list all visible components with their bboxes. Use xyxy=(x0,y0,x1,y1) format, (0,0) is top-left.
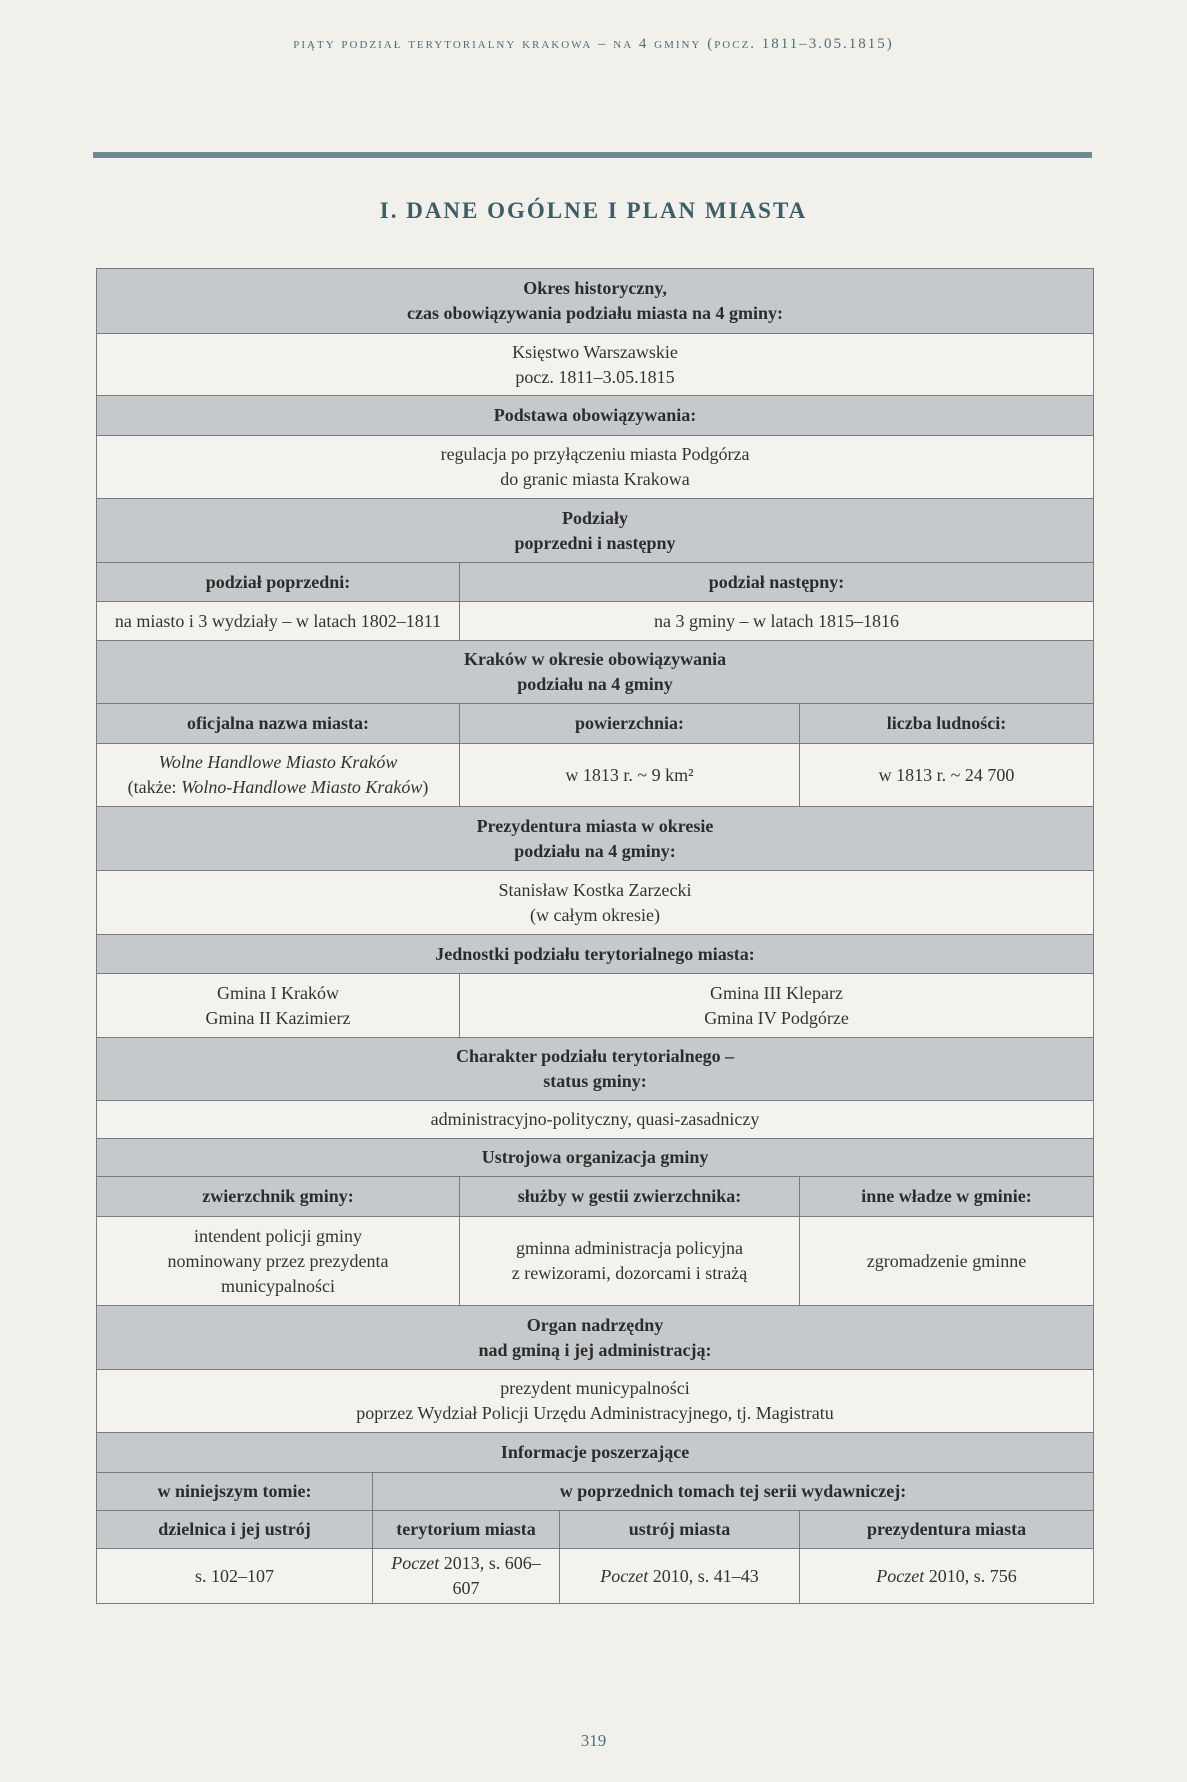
dzielnica-header: dzielnica i jej ustrój xyxy=(97,1511,373,1549)
prezydentura-ref: 2010, s. 756 xyxy=(924,1565,1017,1586)
charakter-header xyxy=(97,1038,1094,1101)
powierzchnia-value: w 1813 r. ~ 9 km² xyxy=(460,744,800,807)
poczet-label: Poczet xyxy=(876,1565,925,1586)
organ-value-line2: poprzez Wydział Policji Urzędu Administracyjnego, tj. Magistratu xyxy=(356,1403,834,1423)
sluzby-value xyxy=(460,1217,800,1306)
prezydentura-value xyxy=(97,871,1094,935)
liczba-ludnosci-value: w 1813 r. ~ 24 700 xyxy=(800,744,1094,807)
charakter-header-line1: Charakter podziału terytorialnego – xyxy=(455,1046,735,1066)
ustrojowa-header: Ustrojowa organizacja gminy xyxy=(97,1139,1094,1177)
nazwa-miasta-line2 xyxy=(105,775,451,800)
krakow-header-line2: podziału na 4 gminy xyxy=(517,674,673,694)
ustroj-header: ustrój miasta xyxy=(560,1511,800,1549)
podstawa-value xyxy=(97,436,1094,499)
gmina-iv: Gmina IV Podgórze xyxy=(704,1007,849,1028)
organ-header-line1: Organ nadrzędny xyxy=(526,1314,664,1335)
organ-header xyxy=(97,1306,1094,1370)
terytorium-header: terytorium miasta xyxy=(373,1511,560,1549)
inne-wladze-header: inne władze w gminie: xyxy=(800,1177,1094,1217)
krakow-header xyxy=(97,641,1094,704)
liczba-ludnosci-header: liczba ludności: xyxy=(800,704,1094,744)
data-table xyxy=(96,268,1094,1604)
terytorium-ref: 2013, s. 606–607 xyxy=(439,1553,541,1598)
inne-wladze-value: zgromadzenie gminne xyxy=(800,1217,1094,1306)
prezydentura-miasta-header: prezydentura miasta xyxy=(800,1511,1094,1549)
poczet-label: Poczet xyxy=(600,1565,649,1586)
header-rule xyxy=(93,152,1092,158)
charakter-value: administracyjno-polityczny, quasi-zasadniczy xyxy=(97,1101,1094,1139)
sluzby-header: służby w gestii zwierzchnika: xyxy=(460,1177,800,1217)
prezydentura-header xyxy=(97,807,1094,871)
sluzby-line2: z rewizorami, dozorcami i strażą xyxy=(511,1263,748,1283)
poczet-label: Poczet xyxy=(391,1553,440,1573)
prezydentura-value-line1: Stanisław Kostka Zarzecki xyxy=(498,879,692,900)
organ-value-line1: prezydent municypalności xyxy=(500,1378,690,1398)
zwierzchnik-value xyxy=(97,1217,460,1306)
zwierzchnik-line2: nominowany przez prezydenta xyxy=(167,1250,389,1271)
podzial-nastepny-value: na 3 gminy – w latach 1815–1816 xyxy=(460,602,1094,641)
page-number: 319 xyxy=(580,1731,607,1750)
powierzchnia-header: powierzchnia: xyxy=(460,704,800,744)
podstawa-value-line2: do granic miasta Krakowa xyxy=(500,469,690,489)
okres-header-line1: Okres historyczny, xyxy=(523,278,667,298)
okres-value xyxy=(97,334,1094,396)
podzialy-header xyxy=(97,499,1094,563)
dzielnica-value: s. 102–107 xyxy=(97,1549,373,1604)
prezydentura-header-line2: podziału na 4 gminy: xyxy=(514,840,676,861)
prezydentura-miasta-value xyxy=(800,1549,1094,1604)
ustroj-ref: 2010, s. 41–43 xyxy=(648,1565,759,1586)
niniejszy-tom-header: w niniejszym tomie: xyxy=(97,1473,373,1511)
gmina-i: Gmina I Kraków xyxy=(217,982,339,1003)
nazwa-miasta-line1: Wolne Handlowe Miasto Kraków xyxy=(158,752,398,772)
organ-header-line2: nad gminą i jej administracją: xyxy=(478,1339,712,1360)
krakow-header-line1: Kraków w okresie obowiązywania xyxy=(463,649,727,669)
section-title: I. DANE OGÓLNE I PLAN MIASTA xyxy=(379,198,808,223)
terytorium-value xyxy=(373,1549,560,1604)
ustroj-value xyxy=(560,1549,800,1604)
organ-value xyxy=(97,1370,1094,1433)
okres-header xyxy=(97,269,1094,334)
zwierzchnik-header: zwierzchnik gminy: xyxy=(97,1177,460,1217)
nazwa-prefix: (także: xyxy=(127,777,182,797)
gmina-ii: Gmina II Kazimierz xyxy=(205,1007,351,1028)
sluzby-line1: gminna administracja policyjna xyxy=(516,1238,743,1258)
podzialy-header-line1: Podziały xyxy=(562,507,629,528)
informacje-header: Informacje poszerzające xyxy=(97,1433,1094,1473)
charakter-header-line2: status gminy: xyxy=(543,1071,647,1091)
okres-value-line2: pocz. 1811–3.05.1815 xyxy=(515,366,675,387)
podzial-poprzedni-header: podział poprzedni: xyxy=(97,563,460,602)
prezydentura-value-line2: (w całym okresie) xyxy=(530,904,660,925)
podzial-nastepny-header: podział następny: xyxy=(460,563,1094,602)
podstawa-value-line1: regulacja po przyłączeniu miasta Podgórza xyxy=(440,444,750,464)
nazwa-miasta-value xyxy=(97,744,460,807)
jednostki-right xyxy=(460,974,1094,1038)
nazwa-alt: Wolno-Handlowe Miasto Kraków xyxy=(181,777,423,797)
okres-header-line2: czas obowiązywania podziału miasta na 4 gminy: xyxy=(407,303,784,323)
prezydentura-header-line1: Prezydentura miasta w okresie xyxy=(476,815,714,836)
nazwa-miasta-header: oficjalna nazwa miasta: xyxy=(97,704,460,744)
podzialy-header-line2: poprzedni i następny xyxy=(514,532,676,553)
jednostki-header: Jednostki podziału terytorialnego miasta: xyxy=(97,935,1094,974)
zwierzchnik-line1: intendent policji gminy xyxy=(194,1225,362,1246)
running-head: piąty podział terytorialny krakowa – na 4 gminy (pocz. 1811–3.05.1815) xyxy=(293,36,894,52)
okres-value-line1: Księstwo Warszawskie xyxy=(512,341,678,362)
nazwa-suffix: ) xyxy=(422,777,429,797)
zwierzchnik-line3: municypalności xyxy=(221,1275,335,1296)
gmina-iii: Gmina III Kleparz xyxy=(710,982,843,1003)
poprzednie-tomy-header: w poprzednich tomach tej serii wydawniczej: xyxy=(373,1473,1094,1511)
podzial-poprzedni-value: na miasto i 3 wydziały – w latach 1802–1811 xyxy=(97,602,460,641)
jednostki-left xyxy=(97,974,460,1038)
podstawa-header: Podstawa obowiązywania: xyxy=(97,396,1094,436)
